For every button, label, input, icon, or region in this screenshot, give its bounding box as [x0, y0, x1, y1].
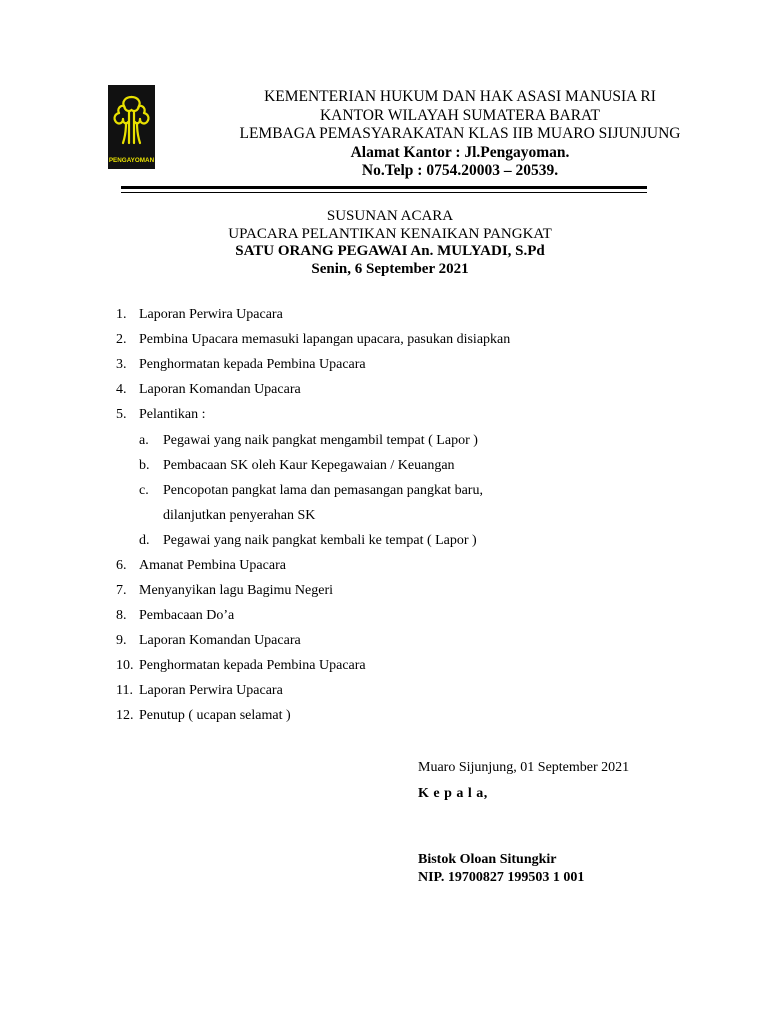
header-divider-thin — [121, 192, 647, 193]
ministry-name: KEMENTERIAN HUKUM DAN HAK ASASI MANUSIA RI — [264, 88, 656, 105]
signatory-name: Bistok Oloan Situngkir — [418, 852, 557, 867]
signatory-nip: NIP. 19700827 199503 1 001 — [418, 870, 585, 885]
office-phone: No.Telp : 0754.20003 – 20539. — [361, 162, 559, 179]
office-address: Alamat Kantor : Jl.Pengayoman. — [350, 143, 570, 161]
signature-position: K e p a l a, — [418, 786, 488, 801]
logo-caption: PENGAYOMAN — [108, 157, 155, 164]
letterhead — [160, 88, 760, 181]
document-title — [130, 208, 650, 278]
signature-place-date: Muaro Sijunjung, 01 September 2021 — [418, 760, 630, 775]
institution-name: LEMBAGA PEMASYARAKATAN KLAS IIB MUARO SIJUNJUNG — [239, 125, 681, 142]
pengayoman-logo — [108, 85, 155, 169]
banyan-tree-icon — [108, 85, 155, 169]
title-line-3: SATU ORANG PEGAWAI An. MULYADI, S.Pd — [235, 243, 545, 259]
title-line-2: UPACARA PELANTIKAN KENAIKAN PANGKAT — [228, 225, 552, 242]
title-line-1: SUSUNAN ACARA — [326, 208, 454, 224]
header-divider-thick — [121, 186, 647, 189]
regional-office: KANTOR WILAYAH SUMATERA BARAT — [319, 106, 601, 124]
event-date: Senin, 6 September 2021 — [311, 260, 469, 277]
